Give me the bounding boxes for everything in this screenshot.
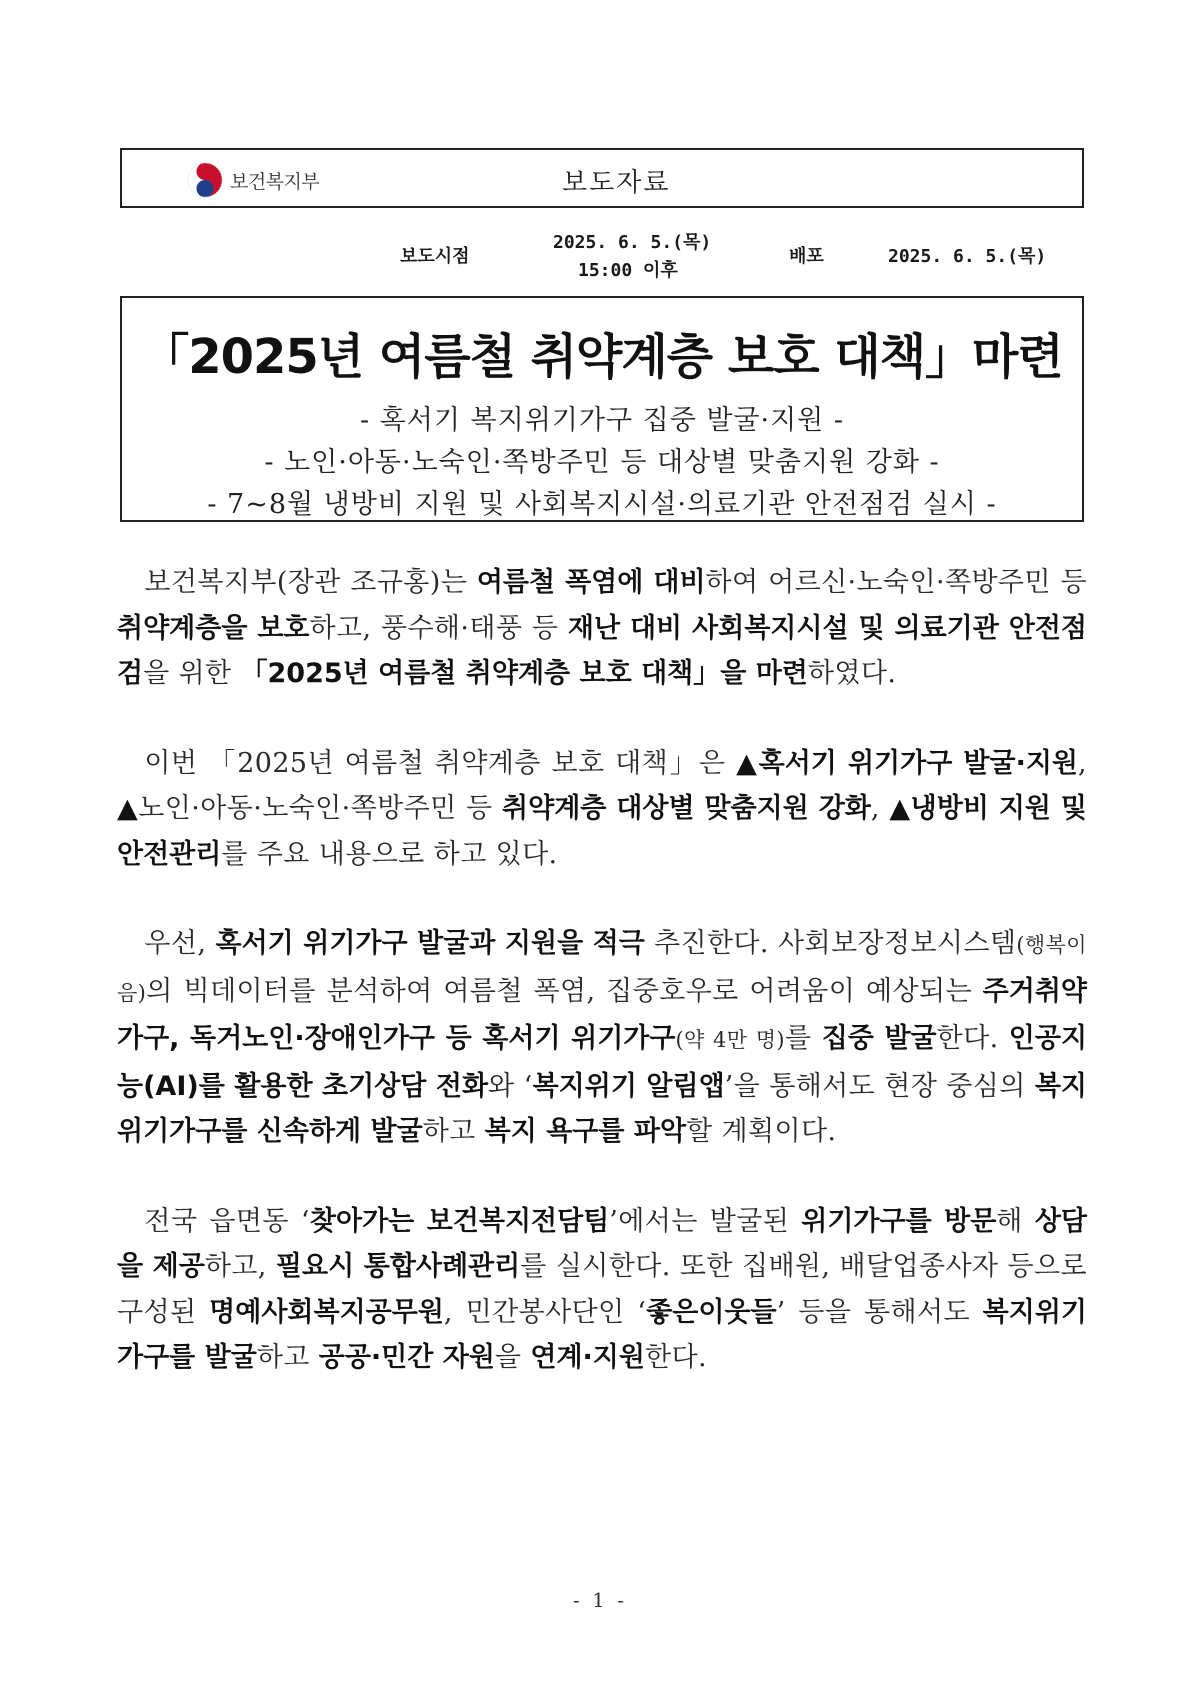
paragraph-1 [117,560,1087,697]
bold-text: 주거취약가구, 독거노인·장애인가구 등 혹서기 위기가구 [117,975,1087,1054]
bold-text: 「2025년 여름철 취약계층 보호 대책」을 마련 [240,658,808,689]
text-run: 하였다. [807,658,897,689]
text-run: ’에서는 발굴된 [609,1205,802,1237]
document-type: 보도자료 [562,168,671,198]
bold-text: 혹서기 위기가구 발굴과 지원을 적극 [215,928,645,959]
text-run: 우선, [144,928,216,959]
text-run: 하고 [422,1116,485,1147]
bold-text: 취약계층 대상별 맞춤지원 강화 [502,793,871,824]
ministry-name: 보건복지부 [230,170,320,193]
bold-text: ▲혹서기 위기가구 발굴·지원 [736,747,1079,779]
text-run: (행복이음) [117,933,1087,1005]
bold-text: 복지 욕구를 파악 [484,1116,687,1147]
bold-text: 명예사회복지공무원 [209,1296,444,1328]
bold-text: 여름철 폭염에 대비 [476,567,706,598]
subtitle: - 7~8월 냉방비 지원 및 사회복지시설·의료기관 안전점검 실시 - [207,489,997,520]
text-run: 한다. [936,1023,1009,1054]
text-run: 하여 어르신·노숙인·쪽방주민 등 [705,567,1087,598]
text-run: ’을 통해서도 현장 중심의 [724,1070,1035,1102]
text-run: 하고, [204,1251,276,1282]
release-label: 보도시점 [400,246,470,267]
bold-text: ▲냉방비 지원 및 안전관리 [117,793,1088,870]
subtitle: - 노인·아동·노숙인·쪽방주민 등 대상별 맞춤지원 강화 - [264,447,940,478]
bold-text: 좋은이웃들 [646,1296,777,1328]
bold-text: 재난 대비 사회복지시설 및 의료기관 안전점검 [117,612,1087,689]
text-run: 한다. [644,1342,707,1373]
release-date: 2025. 6. 5.(목) [553,232,712,253]
text-run: 를 실시한다. 또한 집배원, 배달업종사자 등으로 구성된 [117,1251,1087,1328]
bold-text: 복지위기가구를 신속하게 발굴 [117,1070,1087,1147]
bold-text: 복지위기 알림앱 [532,1070,725,1102]
ministry-logo [186,160,319,200]
text-run: 와 ‘ [488,1070,533,1102]
text-run: 전국 읍면동 ‘ [144,1205,310,1237]
text-run: 를 주요 내용으로 하고 있다. [221,838,558,870]
text-run: 하고, 풍수해·태풍 등 [309,612,568,644]
subtitle: - 혹서기 복지위기가구 집중 발굴·지원 - [360,405,844,436]
text-run: 노인·아동·노숙인·쪽방주민 등 [138,793,503,824]
page-title: 「2025년 여름철 취약계층 보호 대책」마련 [141,329,1063,385]
release-time: 15:00 이후 [578,260,678,281]
release-info [0,226,1200,282]
paragraph-2 [117,741,1087,878]
text-run: 이번 「2025년 여름철 취약계층 보호 대책」은 [144,747,737,779]
bold-text: 필요시 통합사례관리 [275,1251,521,1282]
text-run: 추진한다. 사회보장정보시스템 [644,928,1017,959]
text-run: 을 [494,1342,531,1373]
text-run: 을 위한 [143,658,241,689]
distribution-label: 배포 [789,246,824,267]
text-run: 보건복지부(장관 조규홍)는 [144,567,477,598]
paragraph-4 [117,1199,1087,1381]
bold-text: 연계·지원 [530,1342,645,1373]
distribution-date: 2025. 6. 5.(목) [888,246,1047,267]
body-text [117,560,1087,1425]
paragraph-3 [117,921,1087,1155]
bold-text: 인공지능(AI)를 활용한 초기상담 전화 [117,1023,1088,1102]
text-run: (약 4만 명) [675,1028,786,1052]
title-box [120,296,1084,522]
text-run: 하고 [256,1342,319,1373]
bold-text: 공공·민간 자원 [318,1342,495,1373]
bold-text: 복지위기가구를 발굴 [117,1296,1087,1373]
bold-text: ▲ [117,793,139,824]
taegeuk-logo-icon [186,161,224,199]
text-run: , [870,793,890,824]
bold-text: 위기가구를 방문 [801,1205,997,1237]
text-run: 할 계획이다. [686,1116,837,1147]
bold-text: 찾아가는 보건복지전담팀 [309,1205,610,1237]
text-run: , [1078,747,1087,779]
text-run: 해 [996,1205,1035,1237]
page-number: - 1 - [573,1588,627,1612]
press-header-box [120,148,1084,208]
bold-text: 집중 발굴 [821,1023,937,1054]
text-run: ’ 등을 통해서도 [776,1296,983,1328]
bold-text: 취약계층을 보호 [117,612,310,644]
text-run: 를 [785,1023,822,1054]
bold-text: 상담을 제공 [117,1205,1087,1282]
text-run: 의 빅데이터를 분석하여 여름철 폭염, 집중호우로 어려움이 예상되는 [146,975,983,1007]
text-run: , 민간봉사단인 ‘ [443,1296,647,1328]
subtitle-list [122,400,1082,526]
